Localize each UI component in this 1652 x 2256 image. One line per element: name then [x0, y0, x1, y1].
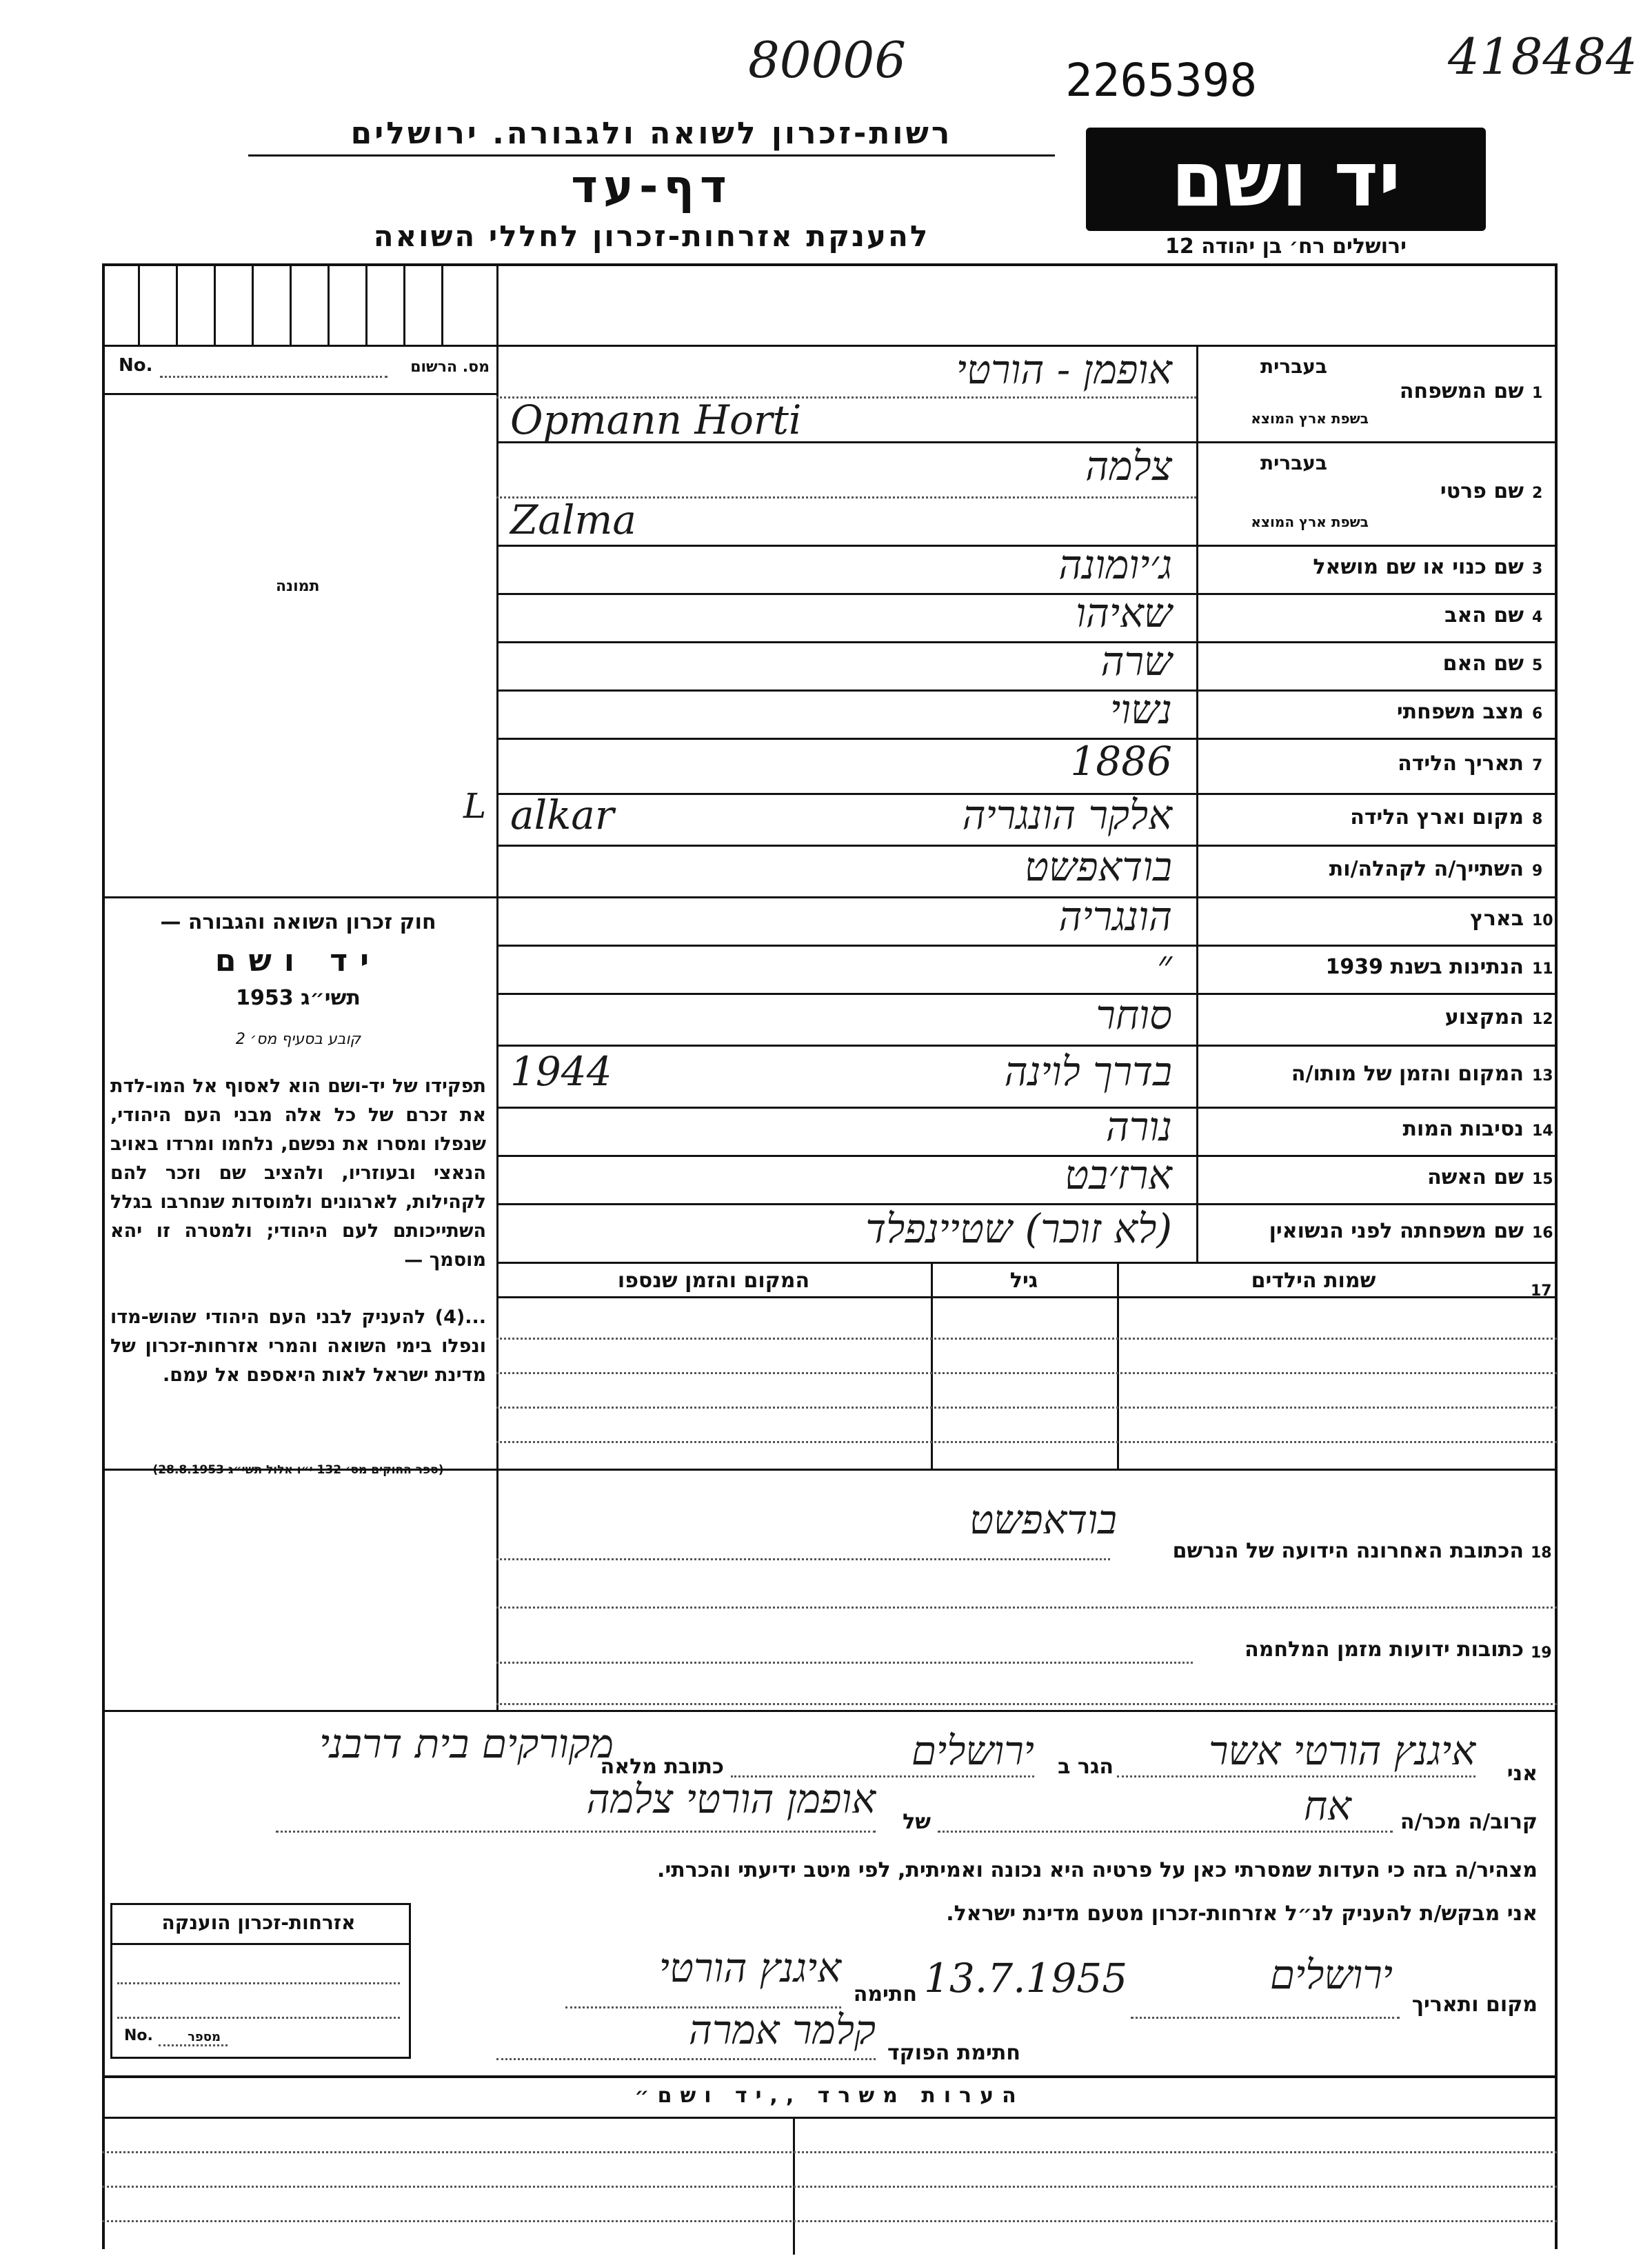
law-year: תשי״ג 1953 [236, 986, 361, 1010]
field-5-label: שם האם [1442, 652, 1524, 676]
field-16-value[interactable]: (לא זוכר) שטיינפלד [865, 1205, 1172, 1252]
field-12-number: 12 [1532, 1010, 1553, 1028]
field-5-value[interactable]: שרה [1100, 638, 1172, 685]
archive-number-c: 418484 [1448, 28, 1638, 85]
war-addresses-label: כתובות ידועות מזמן המלחמה [1245, 1638, 1524, 1662]
field-10-number: 10 [1532, 912, 1553, 929]
field-10-label: בארץ [1469, 907, 1524, 931]
form-title: דף-עד [571, 160, 732, 213]
field-1-label: שם המשפחה [1399, 379, 1524, 403]
field-15-value[interactable]: ארז׳בט [1065, 1151, 1172, 1198]
date-value[interactable]: 13.7.1955 [924, 1955, 1128, 2002]
field-18-number: 18 [1531, 1544, 1552, 1562]
field-12-value[interactable]: סוחר [1096, 991, 1172, 1038]
award-box-title: אזרחות-זכרון הוענקה [161, 1911, 356, 1934]
field-8-number: 8 [1532, 810, 1543, 828]
of-value[interactable]: אופמן הורטי צלמה [586, 1775, 876, 1822]
children-age-header: גיל [1009, 1269, 1038, 1293]
authority-name: רשות-זכרון לשואה ולגבורה. ירושלים [350, 116, 953, 151]
field-9-label: השתייך/ה לקהלה/ות [1329, 856, 1524, 881]
relative-label: קרוב/ה מכר/ה [1400, 1810, 1538, 1834]
field-9-number: 9 [1532, 862, 1543, 880]
archive-number-b: 2265398 [1065, 54, 1258, 107]
field-11-value[interactable]: ״ [1156, 941, 1172, 988]
field-6-number: 6 [1532, 705, 1543, 723]
field-16-label: שם משפחתה לפני הנשואין [1269, 1218, 1524, 1243]
law-title: חוק זכרון השואה והגבורה — [160, 910, 436, 934]
field-9-value[interactable]: בודאפשט [1024, 843, 1172, 890]
field-13-value-latin[interactable]: 1944 [510, 1048, 612, 1095]
yad-vashem-logo [1086, 128, 1486, 231]
margin-mark: L [463, 786, 487, 826]
form-subtitle: להענקת אזרחות-זכרון לחללי השואה [373, 219, 930, 253]
field-5-number: 5 [1532, 657, 1543, 674]
official-signature-label: חתימת הפוקד [887, 2041, 1020, 2065]
field-6-value[interactable]: נשוי [1110, 686, 1172, 733]
signature-value[interactable]: איגנץ הורטי [658, 1944, 841, 1991]
official-signature-value[interactable]: קלמר אמרה [688, 2006, 876, 2053]
field-13-label: המקום והזמן של מותו/ה [1291, 1062, 1524, 1086]
full-address-label: כתובת מלאה [600, 1755, 724, 1779]
declarant-label: אני [1507, 1762, 1538, 1786]
declarant-name[interactable]: איגנץ הורטי אשר [1208, 1727, 1475, 1774]
field-13-value[interactable]: בדרך לוינה [1004, 1048, 1172, 1095]
award-box-number-label: מספר [188, 2030, 221, 2044]
law-clause: קובע בסעיף מס׳ 2 [235, 1031, 361, 1048]
place-value[interactable]: ירושלים [1269, 1951, 1393, 1998]
photo-label: תמונה [276, 578, 320, 595]
field-1-sub-hebrew: בעברית [1260, 355, 1327, 378]
field-3-value[interactable]: ג׳יומונה [1058, 541, 1172, 588]
logo-text: יד ושם [1171, 135, 1401, 223]
children-names-header: שמות הילדים [1251, 1269, 1376, 1293]
notes-title: הערות משרד ,,יד ושם״ [634, 2084, 1025, 2108]
place-date-label: מקום ותאריך [1411, 1993, 1538, 2017]
field-16-number: 16 [1532, 1224, 1553, 1242]
resides-label: הגר ב [1058, 1755, 1114, 1779]
archive-number-a: 80006 [748, 31, 907, 89]
field-1-sub-origin: בשפת ארץ המוצא [1251, 410, 1369, 427]
field-2-sub-hebrew: בעברית [1260, 452, 1327, 474]
field-13-number: 13 [1532, 1067, 1553, 1085]
field-1-number: 1 [1532, 385, 1543, 402]
field-14-value[interactable]: נורה [1105, 1103, 1172, 1150]
row-divider [496, 1045, 1557, 1047]
reg-no-label: מס. הרשום [410, 359, 490, 376]
field-4-value[interactable]: שאיהו [1076, 590, 1172, 636]
field-2-number: 2 [1532, 485, 1543, 502]
field-8-value[interactable]: אלקר הונגריה [962, 791, 1172, 838]
field-7-number: 7 [1532, 757, 1543, 774]
field-2-value-latin[interactable]: Zalma [510, 496, 637, 543]
field-4-label: שם האב [1444, 603, 1524, 627]
award-box-no: No. [124, 2027, 153, 2044]
field-8-label: מקום וארץ הלידה [1350, 805, 1524, 829]
field-2-value[interactable]: צלמה [1085, 443, 1172, 490]
field-10-value[interactable]: הונגריה [1058, 893, 1172, 940]
law-name: יד ושם [214, 943, 382, 978]
law-text-2: ...(4) להעניק לבני העם היהודי שהוש-מדו ונפלו בימי השואה והמרי אזרחות-זכרון של מדינת ישראל לאות היאספם אל עמם. [110, 1307, 486, 1386]
field-3-number: 3 [1532, 561, 1543, 578]
field-8-value-latin[interactable]: alkar [510, 791, 614, 838]
full-address-value[interactable]: מקורקים בית דרבני [319, 1720, 614, 1767]
field-2-label: שם פרטי [1440, 479, 1524, 503]
law-text-1: תפקידו של יד-ושם הוא לאסוף אל המו-לדת את זכרם של כל אלה מבני העם היהודי, שנפלו ומסרו את נפשם, נלחמו ומרדו באויב הנאצי ובעוזריו, ולהציב שם וזכר להם לקהילות, לארגונים ולמוסדות שנחרבו בגלל השתייכותם לעם היהודי; ולמטרה זו יהא מוסמך — [110, 1076, 486, 1271]
signature-label: חתימה [853, 1982, 917, 2006]
field-2-sub-origin: בשפת ארץ המוצא [1251, 514, 1369, 530]
field-7-label: תאריך הלידה [1398, 752, 1524, 776]
declaration-statement: מצהיר/ה בזה כי העדות שמסרתי כאן על פרטיה היא נכונה ואמיתית, לפי מיטב ידיעתי והכרתי. [657, 1858, 1538, 1882]
field-4-number: 4 [1532, 609, 1543, 626]
children-place-header: המקום והזמן שנספו [617, 1269, 810, 1293]
request-statement: אני מבקש/ת להעניק לנ״ל אזרחות-זכרון מטעם מדינת ישראל. [946, 1902, 1538, 1926]
field-6-label: מצב משפחתי [1396, 700, 1524, 724]
last-address-value[interactable]: בודאפשט [969, 1496, 1117, 1543]
field-19-number: 19 [1531, 1644, 1552, 1662]
field-1-value-latin[interactable]: Opmann Horti [510, 396, 802, 443]
field-15-number: 15 [1532, 1171, 1553, 1188]
field-14-number: 14 [1532, 1122, 1553, 1140]
field-14-label: נסיבות המות [1402, 1117, 1524, 1141]
field-1-value[interactable]: אופמן - הורטי [956, 346, 1172, 393]
reg-no-label-latin: No. [119, 355, 153, 376]
field-11-number: 11 [1532, 960, 1553, 978]
field-3-label: שם כנוי או שם מושאל [1313, 555, 1524, 579]
field-15-label: שם האשה [1427, 1165, 1524, 1189]
of-label: של [903, 1810, 931, 1834]
field-7-value[interactable]: 1886 [1070, 738, 1172, 785]
field-17-number: 17 [1531, 1282, 1552, 1300]
last-address-label: הכתובת האחרונה הידועה של הנרשם [1172, 1539, 1524, 1563]
field-12-label: המקצוע [1444, 1005, 1524, 1029]
resides-value[interactable]: ירושלים [911, 1727, 1034, 1774]
relative-value[interactable]: אח [1303, 1782, 1351, 1829]
field-11-label: הנתינות בשנת 1939 [1325, 955, 1524, 979]
logo-address: ירושלים רח׳ בן יהודה 12 [1165, 234, 1407, 259]
